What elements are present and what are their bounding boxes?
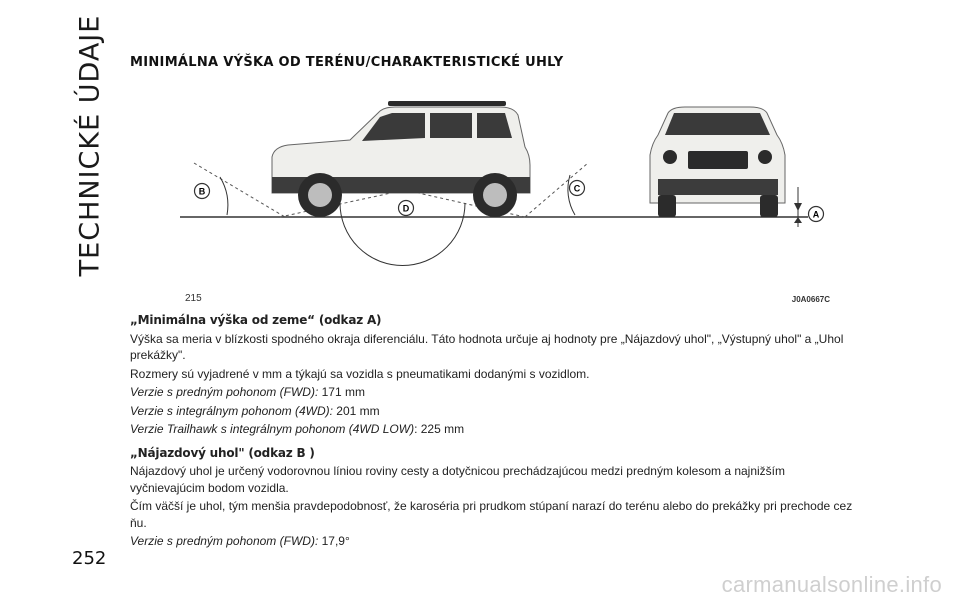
chapter-side-tab — [70, 14, 110, 276]
spec-approach-fwd-label: Verzie s predným pohonom (FWD): — [130, 534, 319, 548]
heading-ground-clearance: „Minimálna výška od zeme“ (odkaz A) — [130, 313, 382, 327]
paragraph-dimensions: Rozmery sú vyjadrené v mm a týkajú sa vozidla s pneumatikami dodanými s vozidlom. — [130, 366, 590, 381]
vehicle-diagram — [180, 95, 830, 310]
callout-d — [399, 201, 414, 216]
vehicle-side-view — [272, 101, 530, 217]
spec-trailhawk-label: Verzie Trailhawk s integrálnym pohonom (4WD LOW) — [130, 422, 415, 436]
spec-4wd-label: Verzie s integrálnym pohonom (4WD): — [130, 403, 333, 418]
watermark: carmanualsonline.info — [721, 572, 942, 597]
label-b: B — [198, 186, 206, 197]
vehicle-angles-figure — [180, 95, 830, 310]
callout-a — [809, 207, 824, 222]
paragraph-approach-explanation: Čím väčší je uhol, tým menšia pravdepodobnosť, že karoséria pri prudkom stúpaní narazí do terénu alebo do prekážky pri prechode cez ňu. — [130, 499, 853, 530]
spec-4wd-value: 201 mm — [332, 403, 380, 418]
clearance-arrow-up — [794, 217, 802, 223]
body-text — [130, 312, 860, 552]
spec-approach-fwd-value: 17,9° — [318, 534, 350, 548]
label-a: A — [812, 209, 820, 220]
spec-fwd-value: 171 mm — [318, 385, 365, 399]
clearance-arrow-down — [794, 203, 802, 211]
page-number: 252 — [72, 548, 107, 569]
spec-fwd — [130, 384, 860, 401]
chapter-title: TECHNICKÉ ÚDAJE — [74, 14, 106, 276]
vehicle-front-view — [650, 107, 785, 217]
heading-approach-angle: „Nájazdový uhol" (odkaz B ) — [130, 445, 315, 460]
spec-trailhawk-value: : 225 mm — [414, 422, 465, 436]
callout-c — [570, 181, 585, 196]
spec-fwd-label: Verzie s predným pohonom (FWD): — [130, 385, 319, 399]
label-c: C — [573, 183, 581, 194]
figure-number: 215 — [185, 293, 202, 304]
figure-code: J0A0667C — [791, 295, 830, 304]
spec-trailhawk — [130, 421, 860, 438]
spec-4wd — [130, 403, 860, 420]
paragraph-measurement: Výška sa meria v blízkosti spodného okraja diferenciálu. Táto hodnota určuje aj hodnoty pre „Nájazdový uhol", „Výstupný uhol" a „Uhol prekážky". — [130, 331, 844, 362]
callout-b — [195, 184, 210, 199]
spec-approach-fwd — [130, 533, 860, 550]
section-title: MINIMÁLNA VÝŠKA OD TERÉNU/CHARAKTERISTICKÉ UHLY — [130, 55, 564, 70]
paragraph-approach-definition: Nájazdový uhol je určený vodorovnou líniou roviny cesty a dotyčnicou prechádzajúcou medzi predným kolesom a najnižším vyčnievajúcim bodom vozidla. — [130, 464, 786, 495]
label-d: D — [402, 203, 410, 214]
